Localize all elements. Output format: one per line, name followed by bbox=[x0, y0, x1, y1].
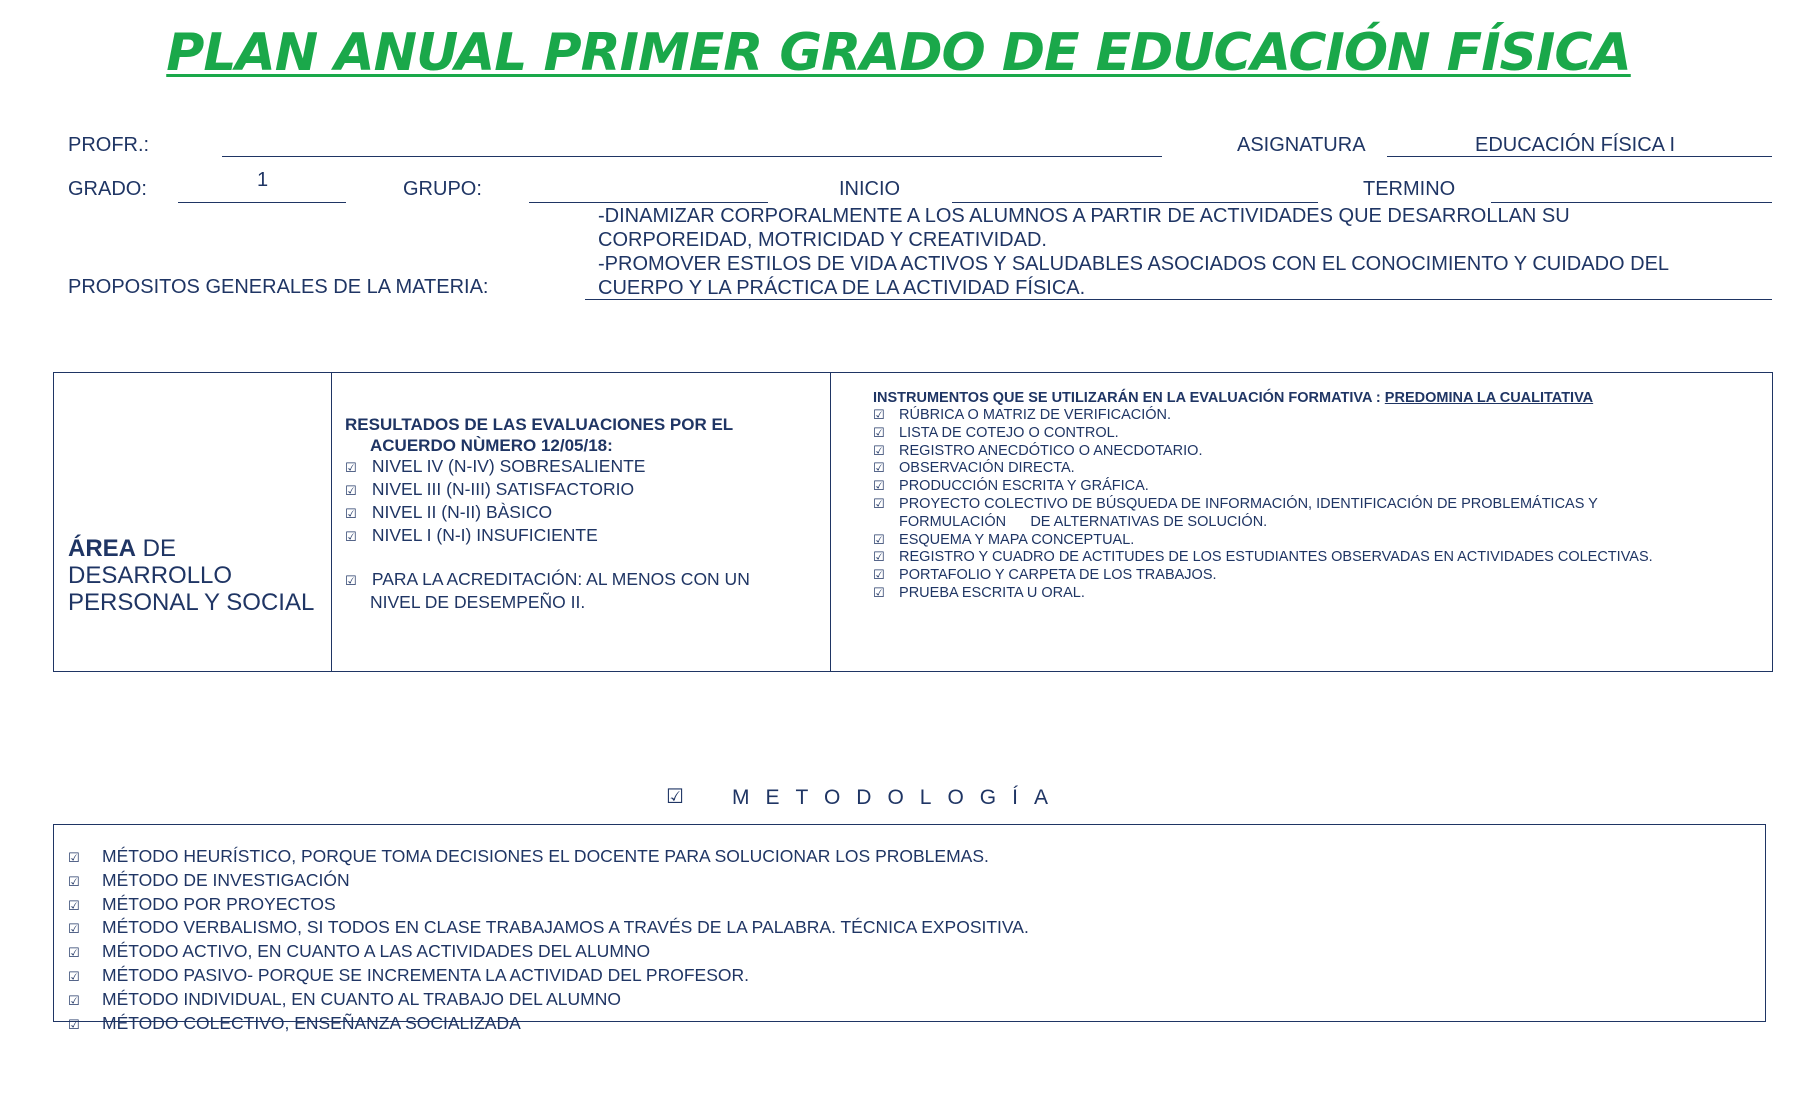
instrumento-item: REGISTRO Y CUADRO DE ACTITUDES DE LOS ESTUDIANTES OBSERVADAS EN ACTIVIDADES COLECTIVAS. bbox=[899, 549, 1653, 566]
instrumentos-heading-underlined: PREDOMINA LA CUALITATIVA bbox=[1384, 390, 1594, 406]
proposito-line: -DINAMIZAR CORPORALMENTE A LOS ALUMNOS A PARTIR DE ACTIVIDADES QUE DESARROLLAN SU bbox=[598, 205, 1570, 227]
metodo-item: MÉTODO PASIVO- PORQUE SE INCREMENTA LA ACTIVIDAD DEL PROFESOR. bbox=[102, 964, 749, 985]
termino-label: TERMINO bbox=[1363, 178, 1456, 200]
metodologia-list bbox=[68, 846, 1758, 1036]
area-rest: DE bbox=[136, 535, 177, 562]
checked-box-icon: ☑ bbox=[68, 922, 80, 938]
grado-label: GRADO: bbox=[68, 178, 147, 200]
grupo-field[interactable] bbox=[529, 202, 768, 203]
metodologia-heading: METODOLOGÍA bbox=[732, 786, 1064, 809]
grupo-label: GRUPO: bbox=[403, 178, 482, 200]
metodo-item: MÉTODO COLECTIVO, ENSEÑANZA SOCIALIZADA bbox=[102, 1012, 521, 1033]
asignatura-value: EDUCACIÓN FÍSICA I bbox=[1475, 134, 1676, 156]
checked-box-icon: ☑ bbox=[68, 1017, 80, 1033]
instrumento-item: PRODUCCIÓN ESCRITA Y GRÁFICA. bbox=[899, 478, 1149, 495]
asignatura-label: ASIGNATURA bbox=[1237, 134, 1366, 156]
resultados-heading: RESULTADOS DE LAS EVALUACIONES POR EL bbox=[345, 415, 734, 434]
instrumentos-heading-text: INSTRUMENTOS QUE SE UTILIZARÁN EN LA EVALUACIÓN FORMATIVA : bbox=[873, 390, 1385, 406]
instrumento-item: PORTAFOLIO Y CARPETA DE LOS TRABAJOS. bbox=[899, 567, 1217, 584]
resultado-item: NIVEL IV (N-IV) SOBRESALIENTE bbox=[371, 456, 646, 476]
area-title bbox=[68, 535, 328, 616]
checked-box-icon: ☑ bbox=[873, 550, 885, 566]
checked-box-icon: ☑ bbox=[68, 946, 80, 962]
area-line: PERSONAL Y SOCIAL bbox=[68, 589, 315, 616]
profr-field[interactable] bbox=[222, 156, 1162, 157]
resultados-section bbox=[345, 414, 825, 613]
checked-box-icon: ☑ bbox=[873, 479, 885, 495]
instrumento-item: REGISTRO ANECDÓTICO O ANECDOTARIO. bbox=[899, 442, 1203, 459]
propositos-text bbox=[598, 204, 1778, 300]
metodo-item: MÉTODO HEURÍSTICO, PORQUE TOMA DECISIONES EL DOCENTE PARA SOLUCIONAR LOS PROBLEMAS. bbox=[102, 846, 989, 866]
instrumento-item: RÚBRICA O MATRIZ DE VERIFICACIÓN. bbox=[899, 407, 1172, 423]
acreditacion-text: NIVEL DE DESEMPEÑO II. bbox=[370, 592, 586, 612]
checked-box-icon: ☑ bbox=[666, 784, 684, 808]
instrumento-item: LISTA DE COTEJO O CONTROL. bbox=[899, 424, 1119, 441]
checked-box-icon: ☑ bbox=[873, 532, 885, 548]
checked-box-icon: ☑ bbox=[873, 568, 885, 584]
propositos-label: PROPOSITOS GENERALES DE LA MATERIA: bbox=[68, 276, 489, 298]
column-divider bbox=[830, 372, 831, 672]
checked-box-icon: ☑ bbox=[345, 461, 357, 476]
inicio-label: INICIO bbox=[839, 178, 901, 200]
termino-field[interactable] bbox=[1491, 202, 1772, 203]
checked-box-icon: ☑ bbox=[68, 898, 80, 914]
instrumento-item: OBSERVACIÓN DIRECTA. bbox=[899, 460, 1075, 477]
instrumentos-heading bbox=[873, 389, 1763, 407]
metodo-item: MÉTODO VERBALISMO, SI TODOS EN CLASE TRABAJAMOS A TRAVÉS DE LA PALABRA. TÉCNICA EXPOSITIVA. bbox=[102, 917, 1029, 938]
checked-box-icon: ☑ bbox=[345, 530, 357, 545]
inicio-field[interactable] bbox=[952, 202, 1318, 203]
proposito-line: -PROMOVER ESTILOS DE VIDA ACTIVOS Y SALUDABLES ASOCIADOS CON EL CONOCIMIENTO Y CUIDADO DEL bbox=[598, 253, 1670, 275]
area-line: DESARROLLO bbox=[68, 562, 233, 589]
page-title: PLAN ANUAL PRIMER GRADO DE EDUCACIÓN FÍSICA bbox=[166, 23, 1631, 83]
resultado-item: NIVEL III (N-III) SATISFACTORIO bbox=[371, 479, 635, 499]
metodo-item: MÉTODO INDIVIDUAL, EN CUANTO AL TRABAJO DEL ALUMNO bbox=[102, 988, 621, 1009]
acreditacion-text: PARA LA ACREDITACIÓN: AL MENOS CON UN bbox=[371, 569, 750, 589]
propositos-underline bbox=[585, 299, 1772, 300]
instrumento-item: PROYECTO COLECTIVO DE BÚSQUEDA DE INFORMACIÓN, IDENTIFICACIÓN DE PROBLEMÁTICAS Y bbox=[899, 495, 1598, 512]
checked-box-icon: ☑ bbox=[345, 507, 357, 522]
grado-value: 1 bbox=[257, 169, 269, 191]
profr-label: PROFR.: bbox=[68, 134, 150, 156]
checked-box-icon: ☑ bbox=[345, 574, 357, 589]
resultados-heading: ACUERDO NÙMERO 12/05/18: bbox=[370, 436, 613, 455]
metodo-item: MÉTODO ACTIVO, EN CUANTO A LAS ACTIVIDADES DEL ALUMNO bbox=[102, 941, 651, 962]
resultado-item: NIVEL II (N-II) BÀSICO bbox=[371, 502, 553, 522]
checked-box-icon: ☑ bbox=[68, 851, 80, 866]
checked-box-icon: ☑ bbox=[345, 484, 357, 499]
column-divider bbox=[331, 372, 332, 672]
grado-field[interactable] bbox=[178, 202, 346, 203]
checked-box-icon: ☑ bbox=[873, 408, 885, 423]
instrumento-continuation: FORMULACIÓN DE ALTERNATIVAS DE SOLUCIÓN. bbox=[899, 513, 1268, 530]
instrumento-item: ESQUEMA Y MAPA CONCEPTUAL. bbox=[899, 531, 1135, 548]
metodo-item: MÉTODO DE INVESTIGACIÓN bbox=[102, 869, 350, 890]
instrumento-item: PRUEBA ESCRITA U ORAL. bbox=[899, 584, 1085, 601]
proposito-line: CUERPO Y LA PRÁCTICA DE LA ACTIVIDAD FÍSICA. bbox=[598, 277, 1086, 299]
proposito-line: CORPOREIDAD, MOTRICIDAD Y CREATIVIDAD. bbox=[598, 229, 1047, 251]
checked-box-icon: ☑ bbox=[873, 461, 885, 477]
area-bold: ÁREA bbox=[68, 535, 137, 562]
checked-box-icon: ☑ bbox=[68, 969, 80, 985]
checked-box-icon: ☑ bbox=[873, 585, 885, 601]
resultado-item: NIVEL I (N-I) INSUFICIENTE bbox=[371, 525, 598, 545]
checked-box-icon: ☑ bbox=[68, 874, 80, 890]
checked-box-icon: ☑ bbox=[873, 443, 885, 459]
checked-box-icon: ☑ bbox=[873, 496, 885, 512]
checked-box-icon: ☑ bbox=[873, 425, 885, 441]
checked-box-icon: ☑ bbox=[68, 993, 80, 1009]
instrumentos-section bbox=[873, 389, 1763, 603]
metodo-item: MÉTODO POR PROYECTOS bbox=[102, 893, 336, 914]
